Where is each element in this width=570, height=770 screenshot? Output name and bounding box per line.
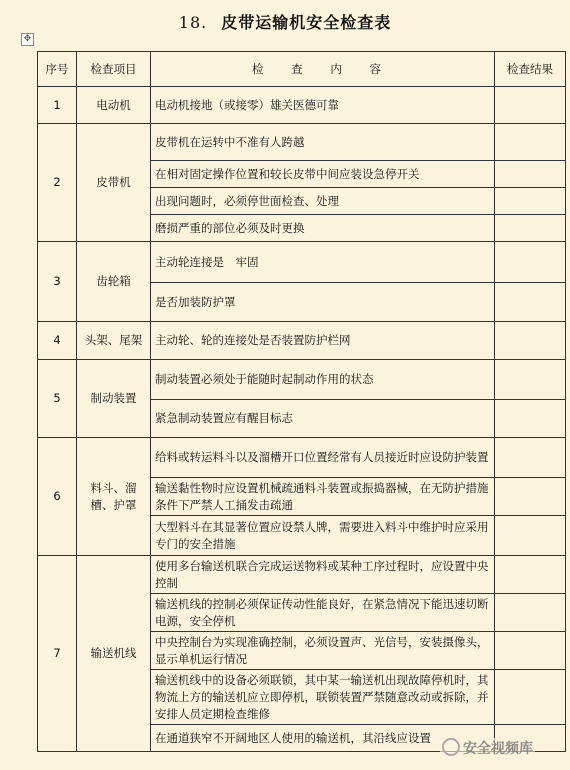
result-cell[interactable] [495, 478, 566, 516]
row-seq: 1 [38, 87, 77, 124]
row-content: 在相对固定操作位置和较长皮带中间应装设急停开关 [151, 161, 495, 188]
result-cell[interactable] [495, 124, 566, 161]
row-content: 主动轮连接是 牢固 [151, 242, 495, 283]
row-content: 中央控制台为实现准确控制，必须设置声、光信号，安装摄像头，显示单机运行情况 [151, 632, 495, 670]
table-row [38, 438, 566, 478]
row-content: 输送机线的控制必须保证传动性能良好，在紧急情况下能迅速切断电源，安全停机 [151, 594, 495, 632]
result-cell[interactable] [495, 215, 566, 242]
row-content: 大型料斗在其显著位置应设禁人牌，需要进入料斗中维护时应采用专门的安全措施 [151, 516, 495, 556]
row-item: 制动装置 [77, 360, 151, 438]
row-content: 电动机接地（或接零）雄关医德可靠 [151, 87, 495, 124]
row-content: 磨损严重的部位必须及时更换 [151, 215, 495, 242]
row-content: 紧急制动装置应有醒目标志 [151, 400, 495, 438]
result-cell[interactable] [495, 161, 566, 188]
result-cell[interactable] [495, 670, 566, 725]
table-row [38, 322, 566, 360]
result-cell[interactable] [495, 400, 566, 438]
result-cell[interactable] [495, 438, 566, 478]
row-item: 料斗、溜槽、护罩 [77, 438, 151, 556]
page-title [0, 10, 570, 33]
result-cell[interactable] [495, 594, 566, 632]
watermark [440, 738, 535, 758]
table-row [38, 360, 566, 400]
result-cell[interactable] [495, 188, 566, 215]
header-result: 检查结果 [495, 52, 566, 87]
row-item: 输送机线 [77, 556, 151, 752]
row-seq: 7 [38, 556, 77, 752]
row-content: 主动轮、轮的连接处是否装置防护栏网 [151, 322, 495, 360]
header-item: 检查项目 [77, 52, 151, 87]
row-item: 皮带机 [77, 124, 151, 242]
row-item: 齿轮箱 [77, 242, 151, 322]
row-seq: 2 [38, 124, 77, 242]
result-cell[interactable] [495, 87, 566, 124]
row-seq: 5 [38, 360, 77, 438]
header-content: 检 查 内 容 [151, 52, 495, 87]
watermark-text: 安全视频库 [463, 741, 533, 757]
row-content: 制动装置必须处于能随时起制动作用的状态 [151, 360, 495, 400]
row-content: 给料或转运料斗以及溜槽开口位置经常有人员接近时应设防护装置 [151, 438, 495, 478]
result-cell[interactable] [495, 632, 566, 670]
row-item: 电动机 [77, 87, 151, 124]
row-content: 是否加装防护罩 [151, 283, 495, 322]
safety-checklist-table [37, 51, 566, 752]
row-item: 头架、尾架 [77, 322, 151, 360]
result-cell[interactable] [495, 283, 566, 322]
row-content: 在通道狭窄不开阔地区人使用的输送机，其沿线应设置 [151, 725, 495, 752]
row-seq: 3 [38, 242, 77, 322]
table-row [38, 242, 566, 283]
table-row [38, 124, 566, 161]
header-row [38, 52, 566, 87]
row-content: 皮带机在运转中不准有人跨越 [151, 124, 495, 161]
row-content: 输送黏性物时应设置机械疏通料斗装置或振捣器械，在无防护措施条件下严禁人工捅发击疏通 [151, 478, 495, 516]
table-row [38, 556, 566, 594]
row-content: 使用多台输送机联合完成运送物料或某种工序过程时，应设置中央控制 [151, 556, 495, 594]
result-cell[interactable] [495, 516, 566, 556]
row-seq: 4 [38, 322, 77, 360]
result-cell[interactable] [495, 360, 566, 400]
result-cell[interactable] [495, 242, 566, 283]
table-row [38, 87, 566, 124]
header-seq: 序号 [38, 52, 77, 87]
move-icon[interactable]: ✥ [21, 33, 34, 46]
title-text: 皮带运输机安全检查表 [221, 13, 392, 32]
row-content: 输送机线中的设备必须联锁，其中某一输送机出现故障停机时，其物流上方的输送机应立即停机，联锁装置严禁随意改动或拆除，并安排人员定期检查维修 [151, 670, 495, 725]
title-number: 18. [178, 13, 208, 32]
result-cell[interactable] [495, 556, 566, 594]
row-content: 出现问题时，必须停世面检查、处理 [151, 188, 495, 215]
wechat-icon [442, 738, 460, 756]
row-seq: 6 [38, 438, 77, 556]
result-cell[interactable] [495, 322, 566, 360]
